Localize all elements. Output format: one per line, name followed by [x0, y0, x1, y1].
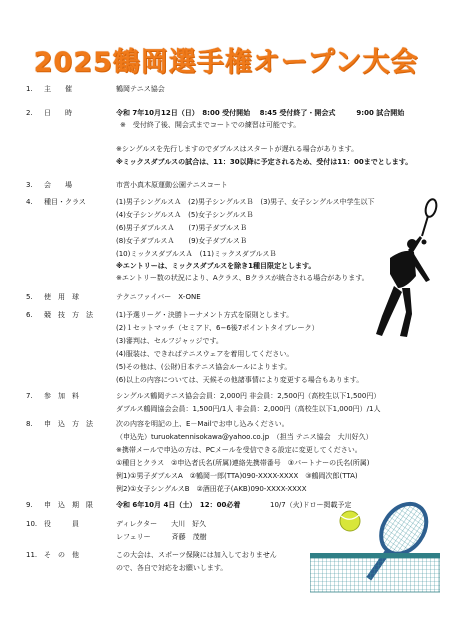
item-number: 4.: [26, 198, 33, 206]
item-number: 8.: [26, 420, 33, 428]
events-note: ※エントリー数の状況により、Aクラス、Bクラスが統合される場合があります。: [116, 274, 369, 282]
tennis-player-illustration: [360, 196, 444, 342]
apply-line: 例1)①男子ダブルスA ②鶴岡一郎(TTA)090-XXXX-XXXX ③鶴岡次郎(TTA): [116, 472, 358, 480]
item-label: そ の 他: [44, 551, 79, 559]
method-line: (2)１セットマッチ（セミアド、6−6後7ポイントタイブレーク）: [116, 324, 319, 332]
item-value: 次の内容を明記の上、E－Mailでお申し込みください。: [116, 420, 289, 428]
item-number: 6.: [26, 311, 33, 319]
deadline-note: 10/7（火)ドロー掲載予定: [270, 501, 352, 509]
item-number: 2.: [26, 109, 33, 117]
item-label: 申 込 期 限: [44, 501, 93, 509]
other-line: ので、各自で対応をお願いします。: [116, 564, 228, 572]
item-value: (1)予選リーグ・決勝トーナメント方式を原則とします。: [116, 311, 294, 319]
item-label: 主 催: [44, 85, 72, 93]
apply-line: ※携帯メールで申込の方は、PCメールを受信できる設定に変更してください。: [116, 446, 362, 454]
item-number: 11.: [26, 551, 38, 559]
event-line: (6)男子ダブルスＡ (7)男子ダブルスＢ: [116, 224, 247, 232]
item-number: 5.: [26, 293, 33, 301]
fee-line: ダブルス鶴岡協会会員：1,500円/1人 非会員：2,000円（高校生以下1,000円）/1人: [116, 405, 381, 413]
item-label: 競 技 方 法: [44, 311, 93, 319]
method-line: (5)その他は、(公財)日本テニス協会ルールによります。: [116, 363, 292, 371]
item-label: 使 用 球: [44, 293, 79, 301]
event-line: (8)女子ダブルスＡ (9)女子ダブルスＢ: [116, 237, 247, 245]
date-note: ※シングルスを先行しますのでダブルスはスタートが遅れる場合があります。: [116, 145, 359, 153]
apply-line: ①種目とクラス ②申込者氏名(所属)連絡先携帯番号 ③パートナーの氏名(所属): [116, 459, 370, 467]
apply-line: （申込先）turuokatennisokawa@yahoo.co.jp （担当 テニス協会 大川好久）: [116, 433, 373, 441]
item-label: 申 込 方 法: [44, 420, 93, 428]
method-line: (6)以上の内容については、天候その他諸事情により変更する場合もあります。: [116, 376, 364, 384]
item-value: テクニファイバー X-ONE: [116, 293, 201, 301]
item-number: 10.: [26, 520, 38, 528]
item-label: 種目・クラス: [44, 198, 86, 206]
method-line: (4)服装は、できればテニスウェアを着用してください。: [116, 350, 294, 358]
apply-line: 例2)①女子シングルスB ②酒田花子(AKB)090-XXXX-XXXX: [116, 485, 307, 493]
event-line: (10)ミックスダブルスＡ (11)ミックスダブルスＢ: [116, 250, 277, 258]
item-value: 鶴岡テニス協会: [116, 85, 165, 93]
item-number: 3.: [26, 181, 33, 189]
item-number: 1.: [26, 85, 33, 93]
item-value: (1)男子シングルスＡ (2)男子シングルスＢ (3)男子、女子シングルス中学生以下: [116, 198, 375, 206]
official-line: レフェリー 斉藤 茂樹: [116, 533, 207, 541]
item-label: 日 時: [44, 109, 72, 117]
item-value: シングルス鶴岡テニス協会会員：2,000円 非会員：2,500円（高校生以下1,500円）: [116, 392, 381, 400]
event-line: (4)女子シングルスＡ (5)女子シングルスＢ: [116, 211, 254, 219]
item-number: 9.: [26, 501, 33, 509]
item-value: ディレクター 大川 好久: [116, 520, 207, 528]
item-value: 令和 7年10月12日（日） 8:00 受付開始 8:45 受付終了・開会式 9:00 試合開始: [116, 109, 405, 117]
date-note: ※ミックスダブルスの試合は、11：30以降に予定されるため、受付は11：00までとします。: [116, 158, 413, 166]
item-label: 参 加 料: [44, 392, 79, 400]
date-note: ※ 受付終了後、開会式までコートでの練習は可能です。: [120, 121, 301, 129]
racket-ball-net-illustration: [310, 497, 440, 597]
item-label: 役 員: [44, 520, 79, 528]
item-value: 令和 6年10月 4日（土） 12：00必着: [116, 501, 241, 509]
events-note: ※エントリーは、ミックスダブルスを除き1種目限定とします。: [116, 262, 316, 270]
page-title: 2025鶴岡選手権オープン大会: [33, 47, 419, 78]
item-value: この大会は、スポーツ保険には加入しておりません: [116, 551, 277, 559]
item-value: 市営小真木原運動公園テニスコート: [116, 181, 228, 189]
item-number: 7.: [26, 392, 33, 400]
method-line: (3)審判は、セルフジャッジです。: [116, 337, 223, 345]
item-label: 会 場: [44, 181, 72, 189]
